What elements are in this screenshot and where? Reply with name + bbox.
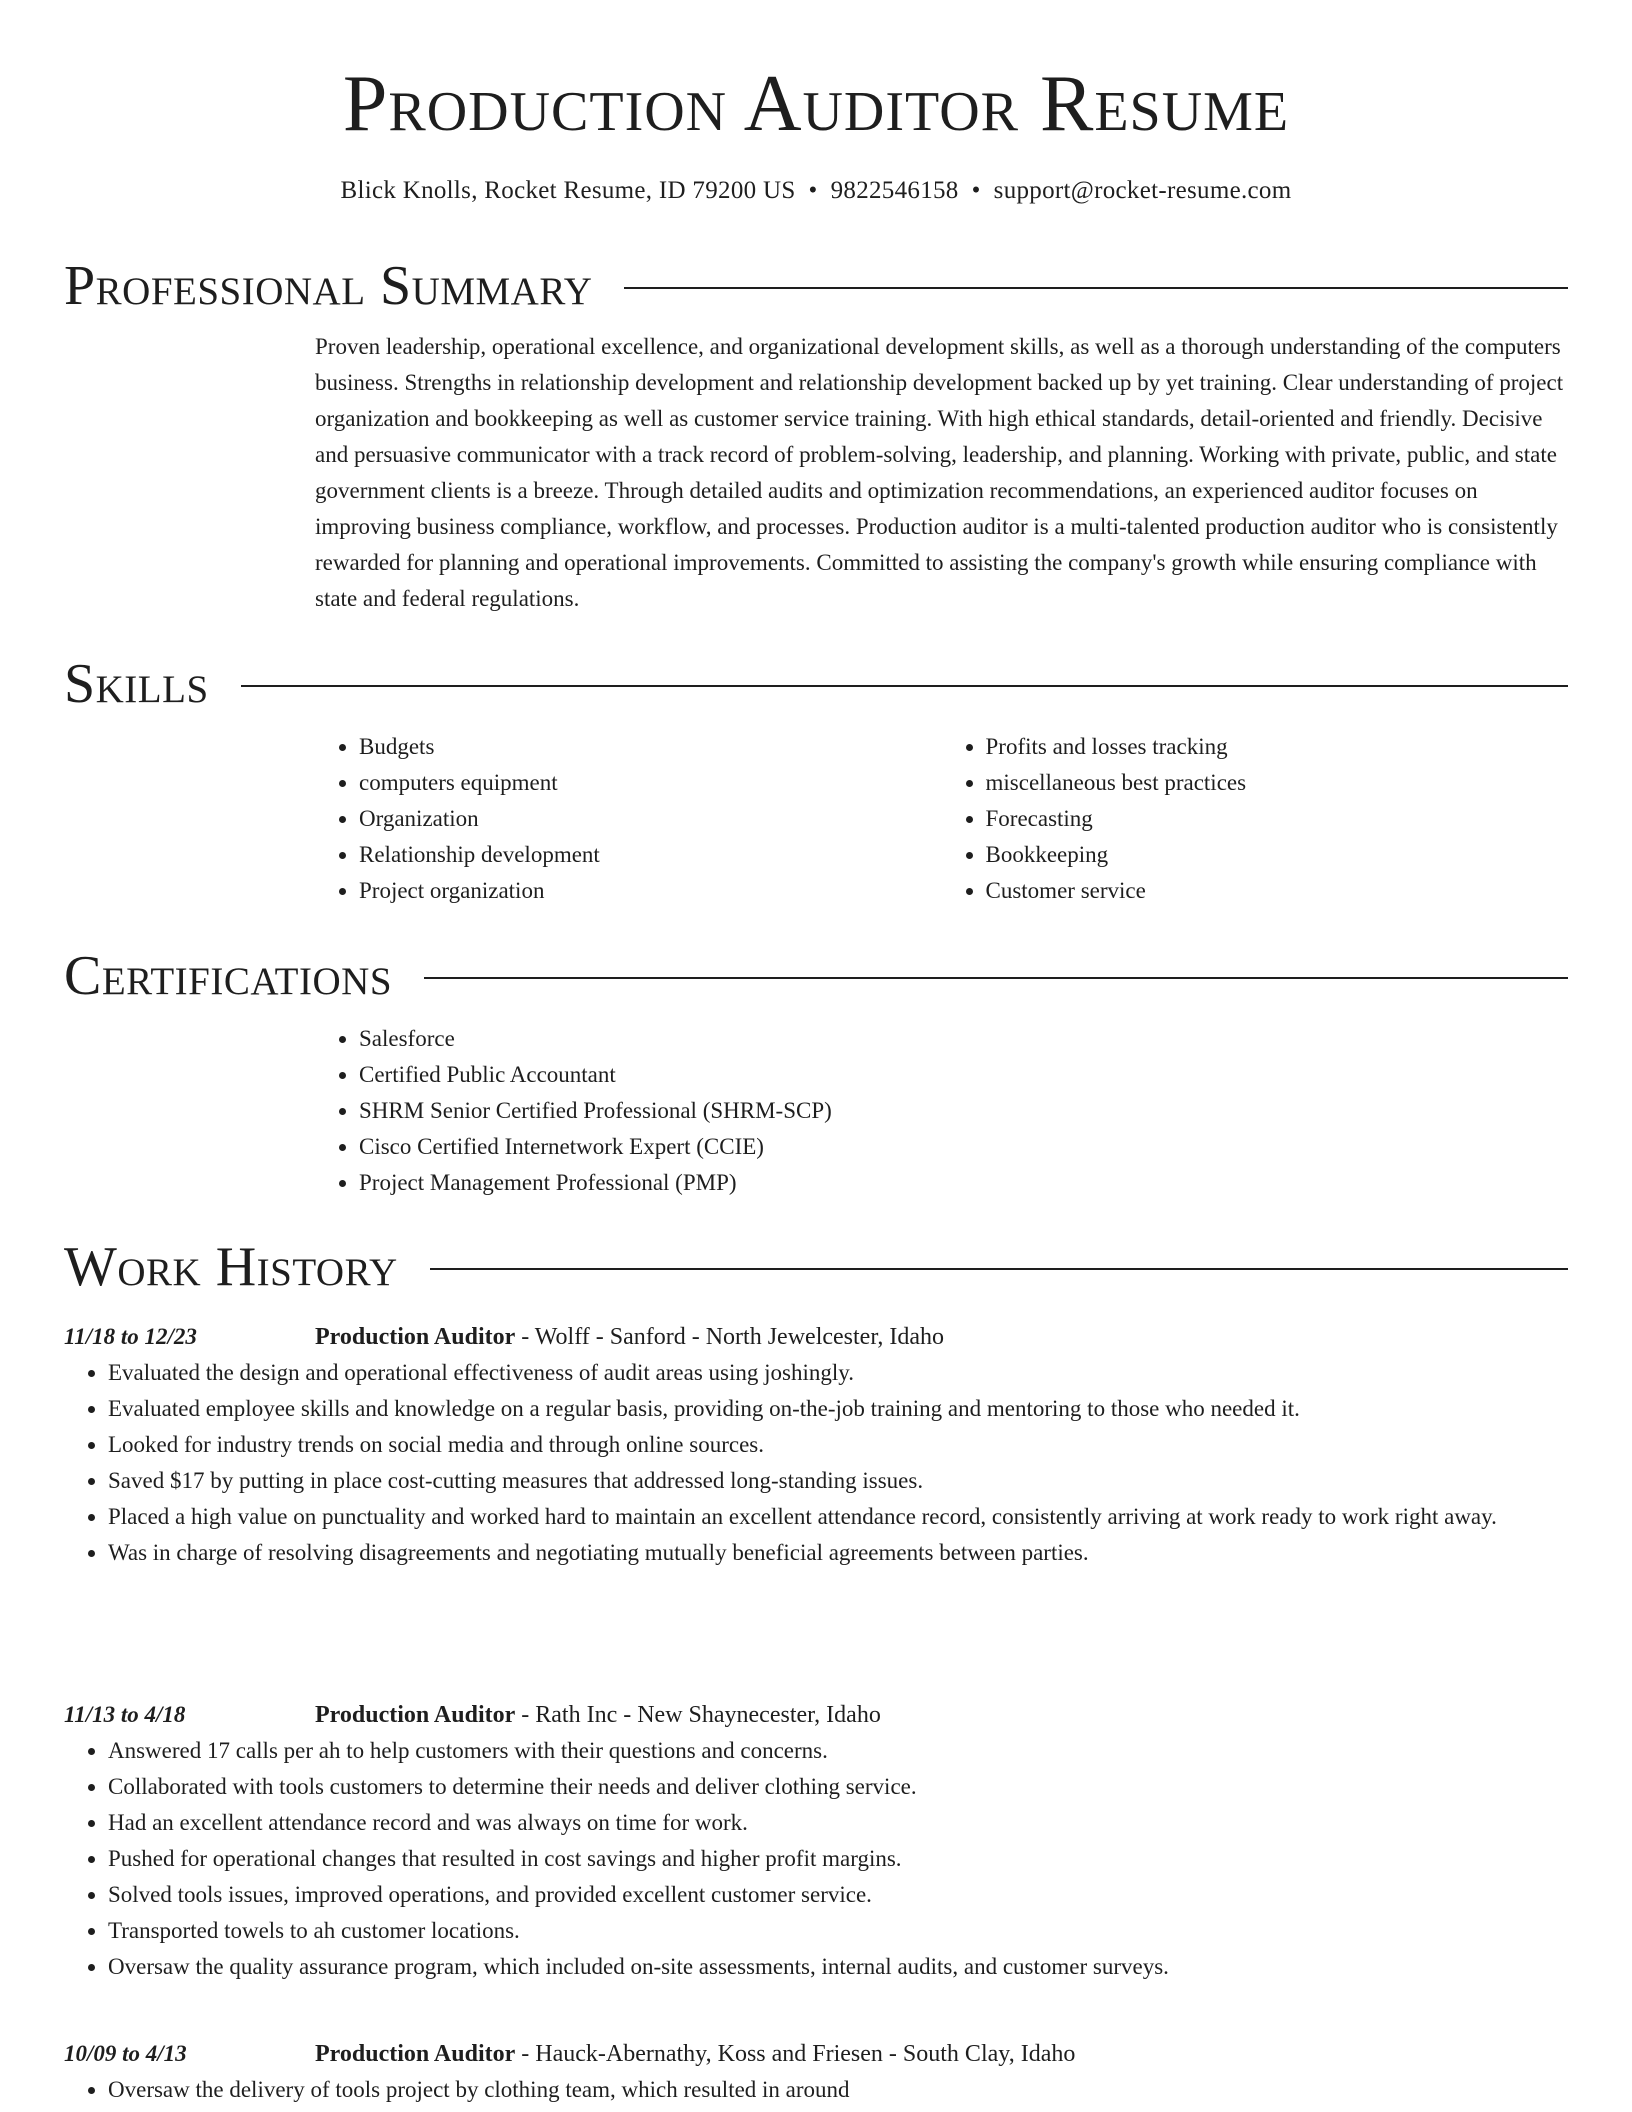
job-title-line (315, 1697, 881, 1733)
certifications-heading-row (64, 943, 1568, 1009)
certifications-section (64, 943, 1568, 1201)
skill-item: • Bookkeeping (986, 837, 1569, 873)
work-history-section (64, 1234, 1568, 1300)
job-bullet: • Oversaw the quality assurance program, which included on-site assessments, internal audits, and customer surveys. (108, 1949, 1568, 1985)
summary-heading-row (64, 253, 1568, 319)
certification-item: • SHRM Senior Certified Professional (SHRM-SCP) (359, 1093, 1568, 1129)
job-bullets (64, 1733, 1568, 1985)
skill-item: • Project organization (359, 873, 942, 909)
skills-heading: Skills (64, 653, 209, 715)
certification-item: • Project Management Professional (PMP) (359, 1165, 1568, 1201)
skill-item: • Budgets (359, 729, 942, 765)
job-dates: 11/13 to 4/18 (64, 1702, 186, 1727)
certifications-list (315, 1021, 1568, 1201)
work-history-heading-row (64, 1234, 1568, 1300)
skill-item: • computers equipment (359, 765, 942, 801)
summary-section (64, 253, 1568, 617)
job-bullet: • Evaluated the design and operational effectiveness of audit areas using joshingly. (108, 1355, 1568, 1391)
job-employer: - Wolff - Sanford - North Jewelcester, Idaho (515, 1324, 945, 1350)
skills-heading-row (64, 651, 1568, 717)
skill-item: • miscellaneous best practices (986, 765, 1569, 801)
job-bullet: • Was in charge of resolving disagreements and negotiating mutually beneficial agreements between parties. (108, 1535, 1568, 1571)
job-bullet: • Had an excellent attendance record and was always on time for work. (108, 1805, 1568, 1841)
job-bullet: • Answered 17 calls per ah to help customers with their questions and concerns. (108, 1733, 1568, 1769)
job-dates: 11/18 to 12/23 (64, 1324, 197, 1349)
section-divider (430, 1268, 1568, 1270)
job-bullets (64, 1355, 1568, 1571)
job-title-line (315, 2036, 1075, 2072)
skills-section (64, 651, 1568, 909)
job-dates: 10/09 to 4/13 (64, 2041, 187, 2066)
job-bullets (64, 2072, 1568, 2108)
job-bullet: • Evaluated employee skills and knowledge on a regular basis, providing on-the-job training and mentoring to those who needed it. (108, 1391, 1568, 1427)
job-bullet: • Pushed for operational changes that resulted in cost savings and higher profit margins. (108, 1841, 1568, 1877)
contact-separator: • (808, 177, 818, 204)
job-title: Production Auditor (315, 1702, 516, 1728)
summary-heading: Professional Summary (64, 255, 593, 317)
work-history-heading: Work History (64, 1236, 398, 1298)
certification-item: • Cisco Certified Internetwork Expert (CCIE) (359, 1129, 1568, 1165)
skill-item: • Organization (359, 801, 942, 837)
section-divider (424, 977, 1568, 979)
contact-separator: • (971, 177, 981, 204)
certification-item: • Certified Public Accountant (359, 1057, 1568, 1093)
job-bullet: • Transported towels to ah customer locations. (108, 1913, 1568, 1949)
summary-text: Proven leadership, operational excellence, and organizational development skills, as well as a thorough understanding of the computers business. Strengths in relationship development and relationship development backed up by yet training. Clear understanding of project organization and bookkeeping as well as customer service training. With high ethical standards, detail-oriented and friendly. Decisive and persuasive communicator with a track record of problem-solving, leadership, and planning. Working with private, public, and state government clients is a breeze. Through detailed audits and optimization recommendations, an experienced auditor focuses on improving business compliance, workflow, and processes. Production auditor is a multi-talented production auditor who is consistently rewarded for planning and operational improvements. Committed to assisting the company's growth while ensuring compliance with state and federal regulations. (315, 334, 1564, 611)
job-title: Production Auditor (315, 2041, 516, 2067)
job-bullet: • Collaborated with tools customers to determine their needs and deliver clothing service. (108, 1769, 1568, 1805)
skills-list-right (942, 729, 1569, 909)
job-title-line (315, 1319, 944, 1355)
contact-phone: 9822546158 (830, 177, 959, 204)
job-bullet: • Placed a high value on punctuality and worked hard to maintain an excellent attendance record, consistently arriving at work ready to work right away. (108, 1499, 1568, 1535)
job-entry (64, 2036, 1568, 2108)
skill-item: • Relationship development (359, 837, 942, 873)
job-employer: - Rath Inc - New Shaynecester, Idaho (515, 1702, 881, 1728)
job-entry (64, 1319, 1568, 1571)
skill-item: • Customer service (986, 873, 1569, 909)
section-divider (241, 685, 1568, 687)
contact-address: Blick Knolls, Rocket Resume, ID 79200 US (340, 177, 796, 204)
contact-email[interactable]: support@rocket-resume.com (993, 177, 1292, 204)
job-entry (64, 1697, 1568, 1985)
certifications-heading: Certifications (64, 945, 393, 1007)
job-title: Production Auditor (315, 1324, 516, 1350)
job-employer: - Hauck-Abernathy, Koss and Friesen - South Clay, Idaho (515, 2041, 1076, 2067)
job-bullet: • Solved tools issues, improved operations, and provided excellent customer service. (108, 1877, 1568, 1913)
job-bullet: • Oversaw the delivery of tools project by clothing team, which resulted in around (108, 2072, 1568, 2108)
skills-list-left (315, 729, 942, 909)
certification-item: • Salesforce (359, 1021, 1568, 1057)
section-divider (624, 287, 1568, 289)
skill-item: • Forecasting (986, 801, 1569, 837)
job-bullet: • Looked for industry trends on social media and through online sources. (108, 1427, 1568, 1463)
job-bullet: • Saved $17 by putting in place cost-cutting measures that addressed long-standing issues. (108, 1463, 1568, 1499)
skill-item: • Profits and losses tracking (986, 729, 1569, 765)
resume-title: Production Auditor Resume (342, 60, 1290, 148)
contact-line (0, 175, 1632, 207)
